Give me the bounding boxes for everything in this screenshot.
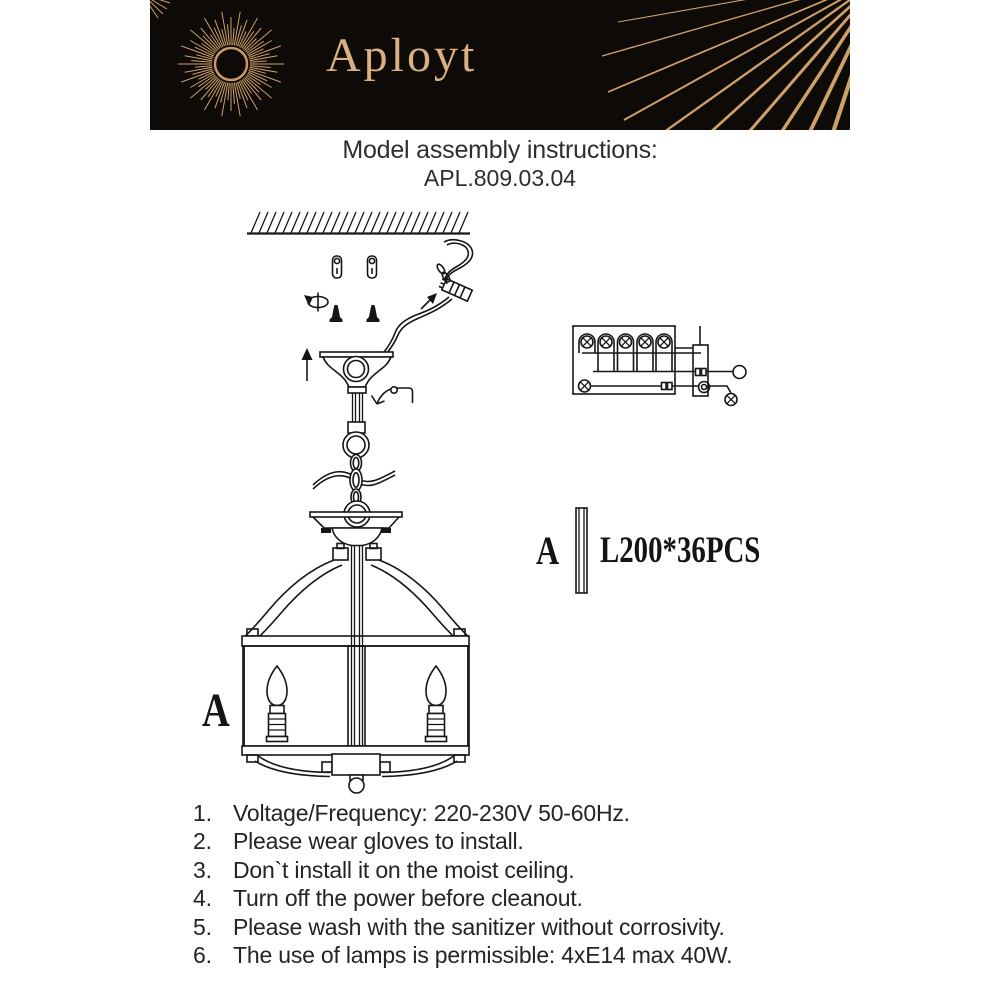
instruction-number: 6. — [193, 942, 212, 969]
brand-logo-text: Aployt — [326, 29, 478, 82]
rotation-arrow-icon — [304, 293, 328, 312]
ceiling-canopy — [320, 352, 393, 393]
instruction-number: 3. — [193, 856, 212, 883]
corner-rays-icon — [150, 0, 170, 18]
fixture-label: A — [202, 684, 230, 737]
up-arrow-icon — [302, 348, 313, 381]
mains-wire — [384, 240, 473, 353]
crystal-rod-part — [576, 508, 587, 593]
suspension-chain — [313, 393, 395, 505]
assembly-diagram — [150, 195, 850, 805]
instruction-list — [193, 799, 853, 969]
brand-header — [150, 0, 850, 130]
header-decoration — [150, 0, 850, 130]
instruction-item — [193, 799, 853, 827]
model-code: APL.809.03.04 — [423, 165, 577, 191]
part-label: A — [536, 528, 560, 573]
screw-icon — [330, 305, 380, 322]
instruction-item — [193, 913, 853, 941]
wiring-diagram — [573, 326, 746, 406]
candle-bulb — [267, 666, 447, 742]
fan-rays-icon — [602, 0, 850, 130]
instruction-number: 1. — [193, 800, 212, 826]
ceiling-hatch — [247, 212, 470, 234]
instruction-text: Don`t install it on the moist ceiling. — [233, 856, 575, 883]
instruction-item — [193, 856, 853, 884]
wall-anchor-icon — [333, 256, 377, 278]
instruction-text: Turn off the power before cleanout. — [233, 885, 583, 912]
page-title: Model assembly instructions: — [342, 136, 658, 164]
instruction-item — [193, 941, 853, 969]
chandelier-arms — [244, 560, 469, 640]
instruction-text: Please wear gloves to install. — [233, 828, 524, 855]
instruction-text: Please wash with the sanitizer without corrosivity. — [233, 913, 725, 940]
part-spec: L200*36PCS — [600, 530, 761, 571]
sunburst-icon — [178, 12, 284, 116]
instruction-text: Voltage/Frequency: 220-230V 50-60Hz. — [233, 800, 630, 826]
wire-connector — [438, 277, 472, 301]
instruction-item — [193, 827, 853, 855]
instruction-item — [193, 884, 853, 912]
instruction-text: The use of lamps is permissible: 4xE14 max 40W. — [233, 942, 733, 969]
chandelier — [242, 501, 469, 793]
instruction-number: 2. — [193, 828, 212, 855]
instruction-number: 4. — [193, 885, 212, 912]
hook-arrow-icon — [372, 387, 413, 404]
instruction-number: 5. — [193, 913, 212, 940]
